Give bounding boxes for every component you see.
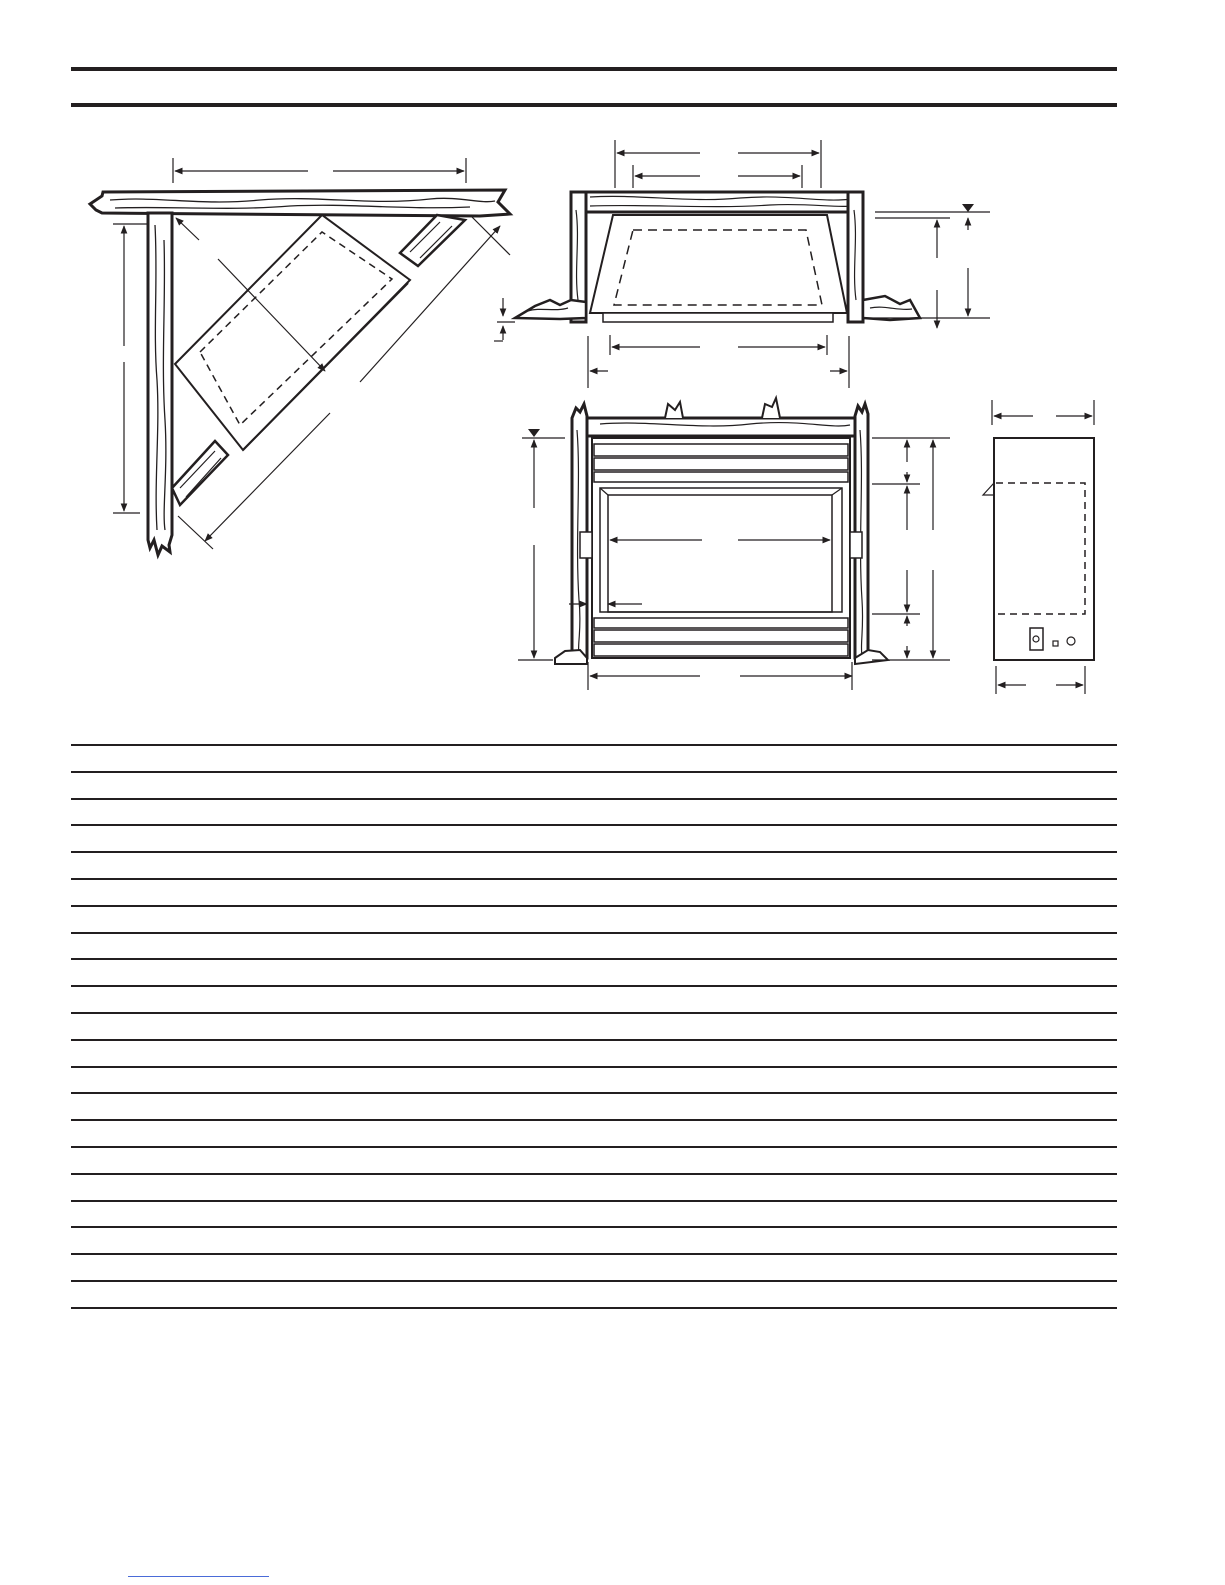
table-row-rule [71, 1119, 1117, 1121]
fireplace-front-elevation [518, 398, 950, 690]
table-row-rule [71, 744, 1117, 746]
table-row-rule [71, 1039, 1117, 1041]
table-row-rule [71, 771, 1117, 773]
table-row-rule [71, 1253, 1117, 1255]
table-row-rule [71, 905, 1117, 907]
table-row-rule [71, 932, 1117, 934]
table-row-rule [71, 1307, 1117, 1309]
top-view-firebox [590, 215, 847, 313]
table-row-rule [71, 878, 1117, 880]
side-view-body [994, 438, 1094, 660]
table-row-rule [71, 1012, 1117, 1014]
table-row-rule [71, 958, 1117, 960]
lower-diagonal-block [172, 441, 228, 505]
flush-installation-top-view [494, 140, 990, 388]
installation-drawings [0, 0, 1225, 720]
top-header-stud [571, 192, 861, 212]
table-row-rule [71, 1146, 1117, 1148]
corner-installation-plan-view [90, 158, 510, 555]
table-row-rule [71, 1200, 1117, 1202]
table-row-rule [71, 1173, 1117, 1175]
upper-diagonal-block [400, 215, 465, 266]
table-row-rule [71, 1280, 1117, 1282]
front-fireplace-body [592, 438, 850, 658]
left-wall-stud [148, 213, 172, 555]
corner-firebox [175, 215, 410, 450]
table-row-rule [71, 1066, 1117, 1068]
table-row-rule [71, 798, 1117, 800]
table-row-rule [71, 1226, 1117, 1228]
footer-link-underline[interactable] [128, 1576, 269, 1577]
table-row-rule [71, 851, 1117, 853]
table-row-rule [71, 1092, 1117, 1094]
fireplace-side-elevation [983, 400, 1094, 694]
table-row-rule [71, 824, 1117, 826]
table-row-rule [71, 985, 1117, 987]
